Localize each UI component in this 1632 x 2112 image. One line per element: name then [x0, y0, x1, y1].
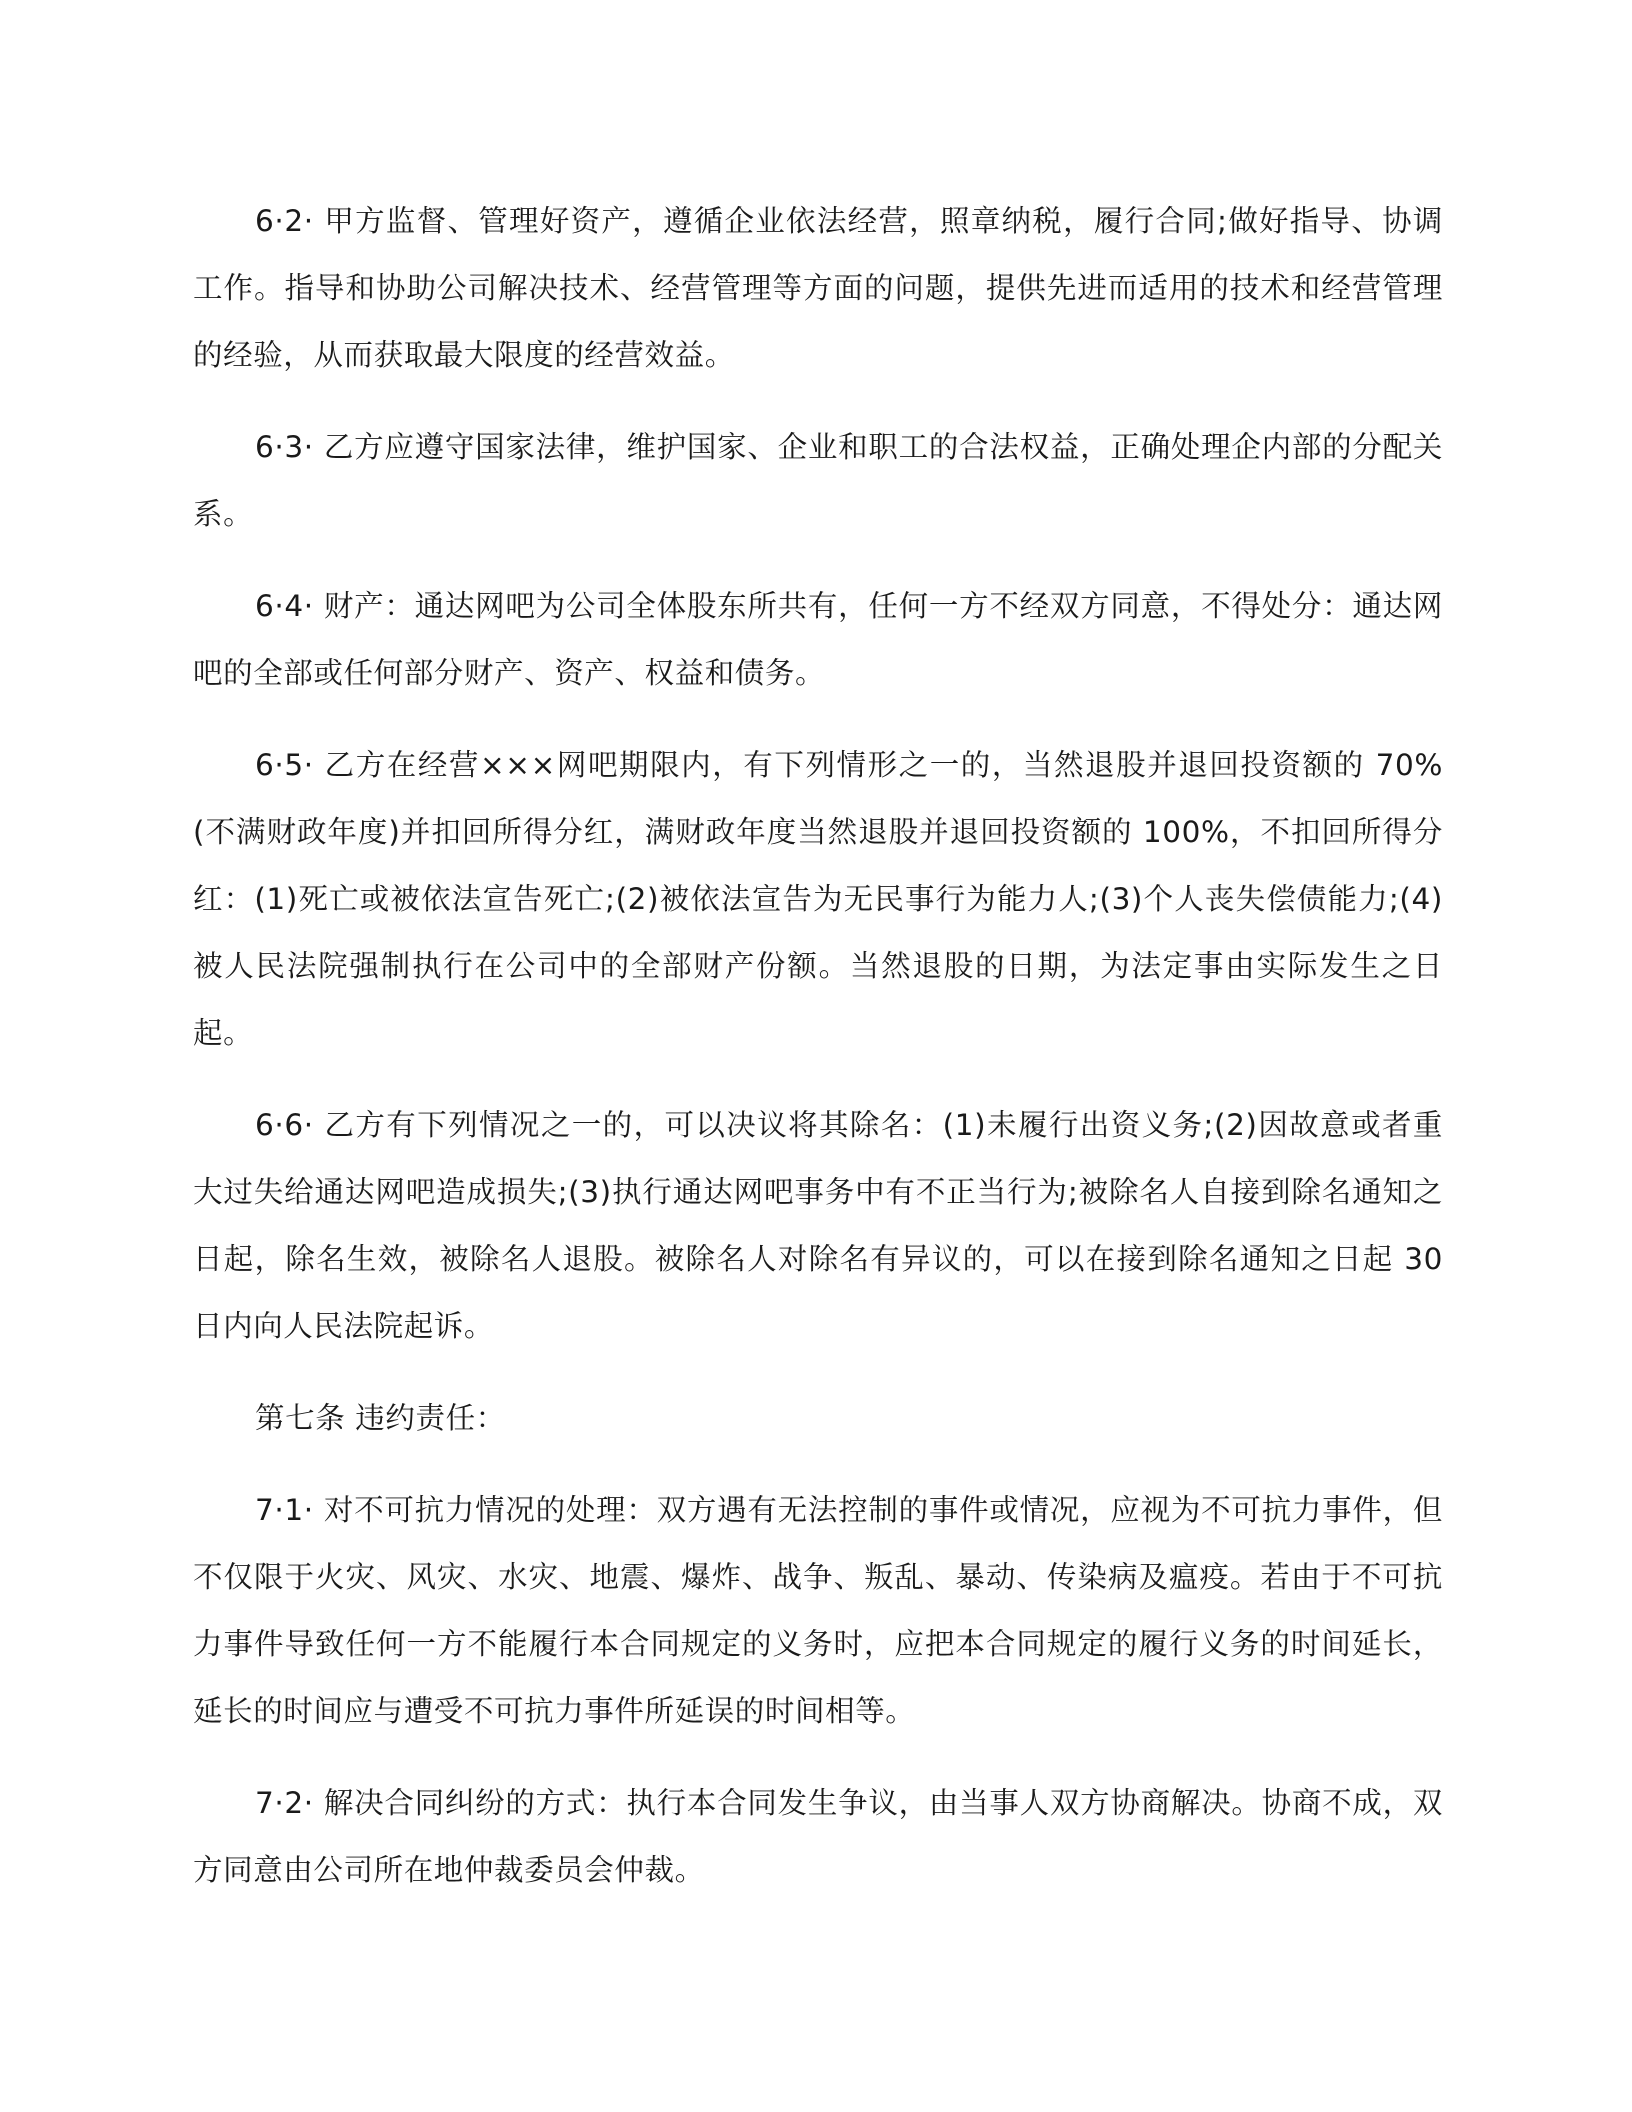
clause-6-2: 6·2· 甲方监督、管理好资产，遵循企业依法经营，照章纳税，履行合同;做好指导、协调工作。指导和协助公司解决技术、经营管理等方面的问题，提供先进而适用的技术和经营管理的经验，从而获取最大限度的经营效益。: [193, 204, 1443, 372]
clause-6-5: 6·5· 乙方在经营×××网吧期限内，有下列情形之一的，当然退股并退回投资额的 70%(不满财政年度)并扣回所得分红，满财政年度当然退股并退回投资额的 100%，不扣回所得分红：(1)死亡或被依法宣告死亡;(2)被依法宣告为无民事行为能力人;(3)个人丧失偿债能力;(4)被人民法院强制执行在公司中的全部财产份额。当然退股的日期，为法定事由实际发生之日起。: [193, 748, 1443, 1050]
clause-6-3: 6·3· 乙方应遵守国家法律，维护国家、企业和职工的合法权益，正确处理企内部的分配关系。: [193, 430, 1443, 531]
clause-6-4: 6·4· 财产：通达网吧为公司全体股东所共有，任何一方不经双方同意，不得处分：通达网吧的全部或任何部分财产、资产、权益和债务。: [193, 589, 1443, 690]
clause-7-1: 7·1· 对不可抗力情况的处理：双方遇有无法控制的事件或情况，应视为不可抗力事件，但不仅限于火灾、风灾、水灾、地震、爆炸、战争、叛乱、暴动、传染病及瘟疫。若由于不可抗力事件导致任何一方不能履行本合同规定的义务时，应把本合同规定的履行义务的时间延长，延长的时间应与遭受不可抗力事件所延误的时间相等。: [193, 1493, 1443, 1728]
document-body: [193, 188, 1443, 1929]
article-7-heading: 第七条 违约责任：: [255, 1401, 506, 1435]
clause-7-2: 7·2· 解决合同纠纷的方式：执行本合同发生争议，由当事人双方协商解决。协商不成，双方同意由公司所在地仲裁委员会仲裁。: [193, 1786, 1443, 1887]
clause-6-6: 6·6· 乙方有下列情况之一的，可以决议将其除名：(1)未履行出资义务;(2)因故意或者重大过失给通达网吧造成损失;(3)执行通达网吧事务中有不正当行为;被除名人自接到除名通知之日起，除名生效，被除名人退股。被除名人对除名有异议的，可以在接到除名通知之日起 30 日内向人民法院起诉。: [193, 1108, 1443, 1343]
